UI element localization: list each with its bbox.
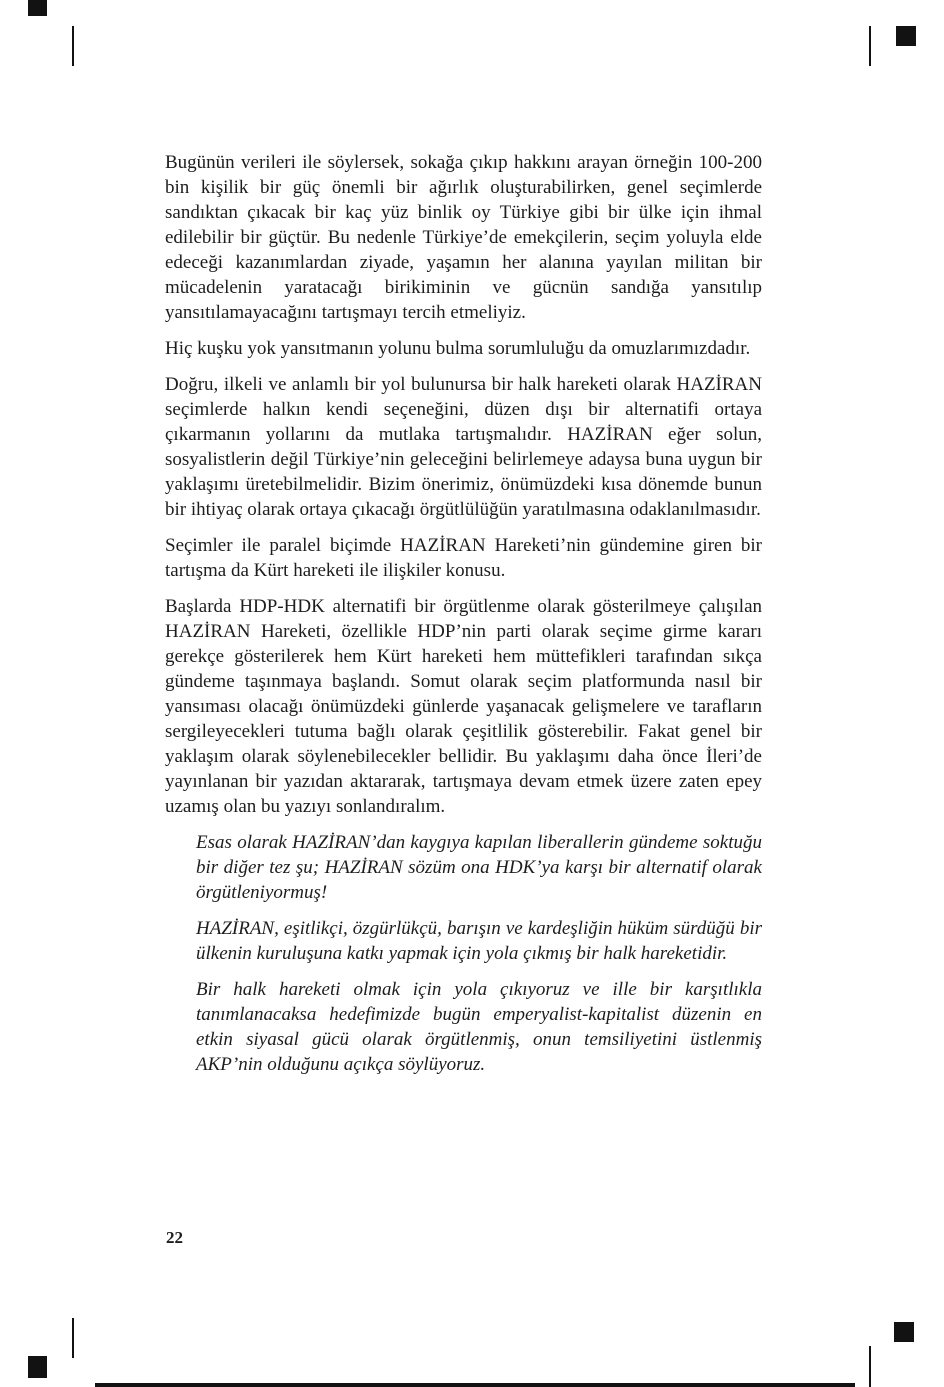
crop-line-top-left-vertical: [72, 26, 74, 66]
page-number: 22: [166, 1228, 183, 1247]
body-paragraph-5: Başlarda HDP-HDK alternatifi bir örgütlenme olarak gösterilmeye çalışılan HAZİRAN Hareketi, özellikle HDP’nin parti olarak seçime girme kararı gerekçe gösterilerek hem Kürt hareketi hem müttefikleri tarafından sıkça gündeme taşınmaya başlandı. Somut olarak seçim platformunda nasıl bir yansıması olacağı önümüzdeki günlerde yaşanacak gelişmelere ve tarafların sergileyecekleri tutuma bağlı olarak çeşitlilik gösterebilir. Fakat genel bir yaklaşım olarak söylenebilecekler bellidir. Bu yaklaşımı daha önce İleri’de yayınlanan bir yazıdan aktararak, tartışmaya devam etmek üzere zaten epey uzamış olan bu yazıyı sonlandıralım.: [165, 596, 762, 817]
body-paragraph-4: Seçimler ile paralel biçimde HAZİRAN Hareketi’nin gündemine giren bir tartışma da Kürt hareketi ile ilişkiler konusu.: [165, 535, 762, 581]
page-text-block: [165, 150, 762, 1088]
registration-mark-bottom-right-square: [894, 1322, 914, 1342]
crop-line-top-right-vertical: [869, 26, 871, 66]
registration-mark-top-right-square: [896, 26, 916, 46]
body-paragraph-3: Doğru, ilkeli ve anlamlı bir yol bulunursa bir halk hareketi olarak HAZİRAN seçimlerde halkın kendi seçeneğini, düzen dışı bir alternatifi ortaya çıkarmanın yollarını da mutlaka tartışmalıdır. HAZİRAN eğer solun, sosyalistlerin değil Türkiye’nin geleceğini belirlemeye adaysa buna uygun bir yaklaşımı üretebilmelidir. Bizim önerimiz, önümüzdeki kısa dönemde bunun bir ihtiyaç olarak ortaya çıkacağı örgütlülüğün yaratılmasına odaklanılmasıdır.: [165, 374, 762, 520]
crop-line-bottom-right-vertical: [869, 1346, 871, 1387]
quote-paragraph-2: HAZİRAN, eşitlikçi, özgürlükçü, barışın ve kardeşliğin hüküm sürdüğü bir ülkenin kuruluşuna katkı yapmak için yola çıkmış bir halk hareketidir.: [196, 918, 762, 964]
body-paragraph-2: Hiç kuşku yok yansıtmanın yolunu bulma sorumluluğu da omuzlarımızdadır.: [165, 338, 751, 359]
quote-paragraph-3: Bir halk hareketi olmak için yola çıkıyoruz ve ille bir karşıtlıkla tanımlanacaksa hedefimizde bugün emperyalist-kapitalist düzenin en etkin siyasal gücü olarak örgütlenmiş, onun temsiliyetini üstlenmiş AKP’nin olduğunu açıkça söylüyoruz.: [196, 979, 762, 1075]
crop-line-bottom-left-vertical: [72, 1318, 74, 1358]
registration-mark-bottom-left-square: [28, 1356, 47, 1378]
body-paragraph-1: Bugünün verileri ile söylersek, sokağa çıkıp hakkını arayan örneğin 100-200 bin kişilik bir güç önemli bir ağırlık oluşturabilirken, genel seçimlerde sandıktan çıkacak bir kaç yüz binlik oy Türkiye gibi bir ülke için ihmal edilebilir bir güçtür. Bu nedenle Türkiye’de emekçilerin, seçim yoluyla elde edeceği kazanımlardan ziyade, yaşamın her alanına yayılan militan bir mücadelenin yaratacağı birikiminin ve gücnün sandığa yansıtılıp yansıtılamayacağını tartışmayı tercih etmeliyiz.: [165, 152, 762, 323]
registration-mark-top-left-square: [28, 0, 47, 16]
quote-paragraph-1: Esas olarak HAZİRAN’dan kaygıya kapılan liberallerin gündeme soktuğu bir diğer tez şu; HAZİRAN sözüm ona HDK’ya karşı bir alternatif olarak örgütleniyormuş!: [196, 832, 762, 903]
scan-edge-bottom: [95, 1383, 855, 1387]
